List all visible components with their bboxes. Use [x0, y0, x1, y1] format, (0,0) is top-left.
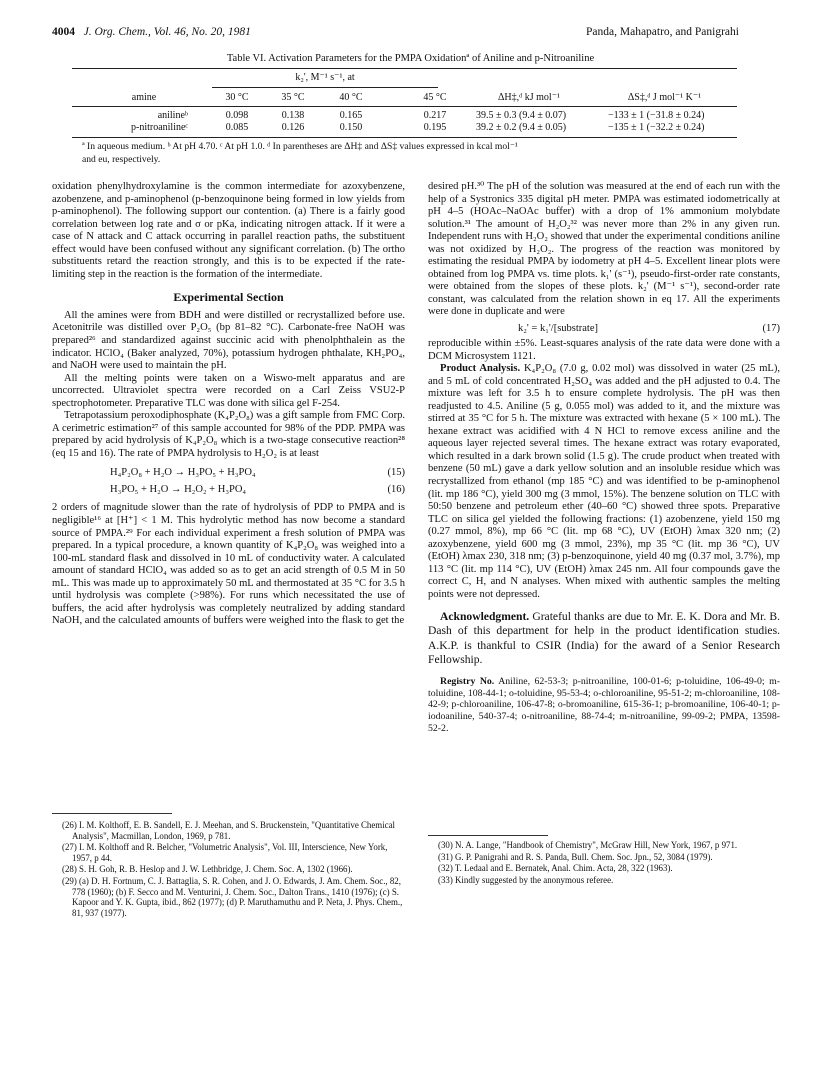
- table-cell: 0.138: [281, 110, 305, 121]
- table-row-amine: p-nitroanilineᶜ: [131, 122, 188, 133]
- table-cell-ds: −133 ± 1 (−31.8 ± 0.24): [608, 110, 705, 121]
- reference-item: (30) N. A. Lange, "Handbook of Chemistry", McGraw Hill, New York, 1967, p 971.: [438, 840, 738, 850]
- paragraph: 2 orders of magnitude slower than the rate of hydrolysis of PDP to PMPA and is negligible¹⁶ at [H⁺] < 1 M. This hydrolytic method has now become a standard source of PMPA.²⁹ For each individual experiment a fresh solution of PMPA was prepared. In a typical procedure, a known quantity of K₄P₂O₈ was weighed into a 100-mL standard flask and dissolved in 10 mL of conductivity water. A calculated amount of standard HClO₄ was added so as to get an acid strength of 0.5 M in 50 mL. This was made up to approximately 50 mL and thermostated at 35 °C for 3.5 h until hydrolysis was complete (>98%). For runs which necessitated the use of buffers, the acid after hydrolysis was completely neutralized by adding standard NaOH, and the calculated amounts of buffers were weighed into the flask to get the: [52, 502, 405, 627]
- reference-item: (29) (a) D. H. Fortnum, C. J. Battaglia, S. R. Cohen, and J. O. Edwards, J. Am. Chem. Soc., 82, 778 (1960); (b) F. Secco and M. Venturini, J. Chem. Soc., Dalton Trans., 1410 (1976); (c) S. Kapoor and Y. K. Gupta, ibid., 862 (1977); (d) P. Maruthamuthu and P. Neta, J. Phys. Chem., 81, 937 (1977).: [62, 875, 403, 918]
- reference-item: (32) T. Ledaal and E. Bernatek, Anal. Chim. Acta, 28, 322 (1963).: [438, 863, 673, 874]
- table-col-temp-30: 30 °C: [225, 92, 249, 103]
- subsection-heading: Product Analysis.: [440, 363, 521, 375]
- paragraph-text: K₄P₂O₈ (7.0 g, 0.02 mol) was dissolved in water (25 mL), and 5 mL of cold concentrated H₂SO₄ was added and the pH adjusted to 0.4. The mixture was left for 3.5 h to ensure complete hydrolysis. The pH was then readjusted to 4.5. Aniline (5 g, 0.055 mol) was added to it, and the mixture was stirred at 35 °C for 5 h. The mixture was extracted with hexane (5 × 100 mL). The hexane extract was acidified with 4 N HCl to remove excess aniline and the aqueous layer rejected several times. The hexane extract was rotary evaporated, which resulted in a dark brown solid (1.5 g). The crude product when treated with benzene (50 mL) gave a dark yellow solution and an insoluble residue which was recrystallized from ethanol (mp 185 °C) and was identified to be p-aminophenol (lit. mp 186 °C), yield 300 mg (3 mmol, 15%). The benzene solution on TLC with 50:50 benzene and petroleum ether (40–60 °C) showed three spots. Preparative TLC on silica gel yielded the following fractions: (1) azobenzene, yield 150 mg (0.27 mmol, 8%), mp 66 °C (lit. mp 68 °C), UV (EtOH) λmax 320 nm; (2) azoxybenzene, yield 600 mg (3 mmol, 23%), mp 35 °C (lit. mp 36 °C), UV (EtOH) λmax 230, 318 nm; (3) p-benzoquinone, yield 40 mg (0.37 mol, 3.7%), mp 113 °C (lit. mp 114 °C), UV (EtOH) λmax 245 nm. All four compounds gave the correct C, H, and N analyses. When mixed with authentic samples the melting points were not depressed.: [428, 363, 780, 600]
- equation-number: (17): [762, 323, 780, 335]
- paragraph-product-analysis: [428, 363, 780, 601]
- section-heading: Experimental Section: [173, 290, 284, 305]
- acknowledgment-text: Grateful thanks are due to Mr. E. K. Dora and Mr. B. Dash of this department for help in the product identification studies. A.K.P. is thankful to CSIR (India) for the award of a Senior Research Fellowship.: [428, 609, 780, 667]
- paragraph: reproducible within ±5%. Least-squares analysis of the rate data were done with a DCM Microsystem 1121.: [428, 338, 780, 362]
- equation-15: [52, 464, 405, 481]
- acknowledgment-heading: Acknowledgment.: [440, 609, 530, 623]
- right-references: [438, 840, 780, 886]
- table-cell: 0.126: [281, 122, 305, 133]
- table-cell: 0.195: [423, 122, 447, 133]
- reference-item: (28) S. H. Goh, R. B. Heslop and J. W. Lethbridge, J. Chem. Soc. A, 1302 (1966).: [62, 864, 353, 875]
- equation-17: [428, 319, 780, 338]
- reference-item: (31) G. P. Panigrahi and R. S. Panda, Bull. Chem. Soc. Jpn., 52, 3084 (1979).: [438, 851, 713, 862]
- acknowledgment: [428, 610, 780, 668]
- equation-number: (16): [387, 484, 405, 496]
- equation-text: H₃PO₅ + H₂O → H₂O₂ + H₃PO₄: [110, 484, 247, 496]
- equation-block: [52, 460, 405, 502]
- table-cell-dh: 39.5 ± 0.3 (9.4 ± 0.07): [476, 110, 567, 121]
- table-col-ds: ΔS‡,ᵈ J mol⁻¹ K⁻¹: [627, 92, 702, 103]
- footnote-separator: [428, 835, 548, 836]
- table-group-rule: [212, 87, 438, 88]
- footnote-separator: [52, 813, 172, 814]
- table-group-header: k₂', M⁻¹ s⁻¹, at: [295, 72, 355, 83]
- table-col-amine: amine: [131, 92, 157, 103]
- equation-text: k₂' = k₁'/[substrate]: [518, 323, 599, 335]
- table-cell: 0.085: [225, 122, 249, 133]
- paragraph: oxidation phenylhydroxylamine is the common intermediate for azoxybenzene, azobenzene, and p-aminophenol (p-benzoquinone being formed in low yields from p-aminophenol). The following support our contention. (a) There is a fairly good correlation between log rate and σ or pKa, indicating nitrogen attack. If it were a case of N attack and C attack occurring in parallel reaction paths, the substituent effect would have been confused without any significant correlation. (b) The ortho substituents retard the reaction strongly, and this is to be expected if the rate-limiting step in the reaction is the formation of the intermediate.: [52, 181, 405, 280]
- left-references: [62, 820, 405, 919]
- table-col-dh: ΔH‡,ᵈ kJ mol⁻¹: [498, 92, 560, 103]
- table-footnotes: [82, 141, 742, 166]
- running-header-authors: Panda, Mahapatro, and Panigrahi: [586, 26, 739, 38]
- table-bottom-rule: [72, 137, 737, 138]
- registry-text: Aniline, 62-53-3; p-nitroaniline, 100-01-6; p-toluidine, 106-49-0; m-toluidine, 108-44-1; o-toluidine, 95-53-4; o-chloroaniline, 95-51-2; m-chloroaniline, 108-42-9; p-chloroaniline, 106-47-8; o-bromoaniline, 615-36-1; p-bromoaniline, 106-40-1; p-iodoaniline, 540-37-4; o-nitroaniline, 88-74-4; m-nitroaniline, 99-09-2; PMPA, 13598-52-2.: [428, 675, 780, 735]
- registry-heading: Registry No.: [440, 675, 495, 687]
- table-col-temp-35: 35 °C: [281, 92, 305, 103]
- reference-item: (27) I. M. Kolthoff and R. Belcher, "Volumetric Analysis", Vol. III, Interscience, New York, 1957, p 44.: [62, 842, 388, 863]
- left-column: [52, 181, 405, 628]
- table-cell: 0.165: [339, 110, 363, 121]
- table-cell: 0.098: [225, 110, 249, 121]
- table-col-temp-45: 45 °C: [423, 92, 447, 103]
- paragraph: desired pH.³⁰ The pH of the solution was measured at the end of each run with the help of a Systronics 335 digital pH meter. PMPA was estimated iodometrically at pH 4–5 (HOAc–NaOAc buffer) with a drop of 1% ammonium molybdate solution.³¹ The amount of H₂O₂³² was never more than 2% in any given run. Independent runs with H₂O₂ showed that under the experimental conditions aniline was not oxidized by H₂O₂. The progress of the reaction was monitored by estimating the residual PMPA by iodometry at pH 4–5. Excellent linear plots were obtained from log PMPA vs. time plots. k₁' (s⁻¹), pseudo-first-order rate constants, were obtained from the slopes of these plots. k₂' (M⁻¹ s⁻¹), second-order rate constant, was calculated from the relation shown in eq 17. All the experiments were done in duplicate and were: [428, 181, 780, 318]
- paragraph: All the amines were from BDH and were distilled or recrystallized before use. Acetonitrile was distilled over P₂O₅ (bp 81–82 °C). Carbonate-free NaOH was prepared²⁶ and standardized against succinic acid with phenolphthalein as the indicator. HClO₄ (Baker analyzed, 70%), potassium hydrogen phthalate, KH₂PO₄, and NaOH were used to maintain the pH.: [52, 309, 405, 372]
- journal-citation: J. Org. Chem., Vol. 46, No. 20, 1981: [83, 26, 251, 38]
- table-col-temp-40: 40 °C: [339, 92, 363, 103]
- equation-text: H₄P₂O₈ + H₂O → H₃PO₅ + H₃PO₄: [110, 467, 256, 479]
- equation-16: [52, 481, 405, 498]
- table-cell-dh: 39.2 ± 0.2 (9.4 ± 0.05): [476, 122, 567, 133]
- registry-numbers: [428, 676, 780, 735]
- page-number: 4004: [52, 26, 75, 38]
- running-header-left: [52, 26, 251, 38]
- equation-number: (15): [387, 467, 405, 479]
- table-footnote: ª In aqueous medium. ᵇ At pH 4.70. ᶜ At pH 1.0. ᵈ In parentheses are ΔH‡ and ΔS‡ values expressed in kcal mol⁻¹: [82, 141, 518, 152]
- right-column: [428, 181, 780, 735]
- table-title: Table VI. Activation Parameters for the PMPA Oxidationª of Aniline and p-Nitroaniline: [226, 53, 595, 64]
- table-footnote: and eu, respectively.: [82, 153, 161, 165]
- paragraph: Tetrapotassium peroxodiphosphate (K₄P₂O₈) was a gift sample from FMC Corp. A cerimetric estimation²⁷ of this sample accounted for 98% of the PDP. PMPA was prepared by acid hydrolysis of K₄P₂O₈ which is a two-stage consecutive reaction²⁸ (eq 15 and 16). The rate of PMPA hydrolysis to H₂O₂ is at least: [52, 410, 405, 459]
- table-cell: 0.217: [423, 110, 447, 121]
- table-cell: 0.150: [339, 122, 363, 133]
- table-row-amine: anilineᵇ: [157, 110, 188, 121]
- table-top-rule: [72, 68, 737, 69]
- paragraph: All the melting points were taken on a Wiswo-melt apparatus and are uncorrected. Ultraviolet spectra were recorded on a Carl Zeiss VSU2-P spectrophotometer. Preparative TLC was done with silica gel F-254.: [52, 372, 405, 409]
- reference-item: (33) Kindly suggested by the anonymous referee.: [438, 874, 614, 885]
- table-header-rule: [72, 106, 737, 107]
- table-cell-ds: −135 ± 1 (−32.2 ± 0.24): [608, 122, 705, 133]
- reference-item: (26) I. M. Kolthoff, E. B. Sandell, E. J. Meehan, and S. Bruckenstein, "Quantitative Chemical Analysis", Macmillan, London, 1969, p 781.: [62, 820, 396, 841]
